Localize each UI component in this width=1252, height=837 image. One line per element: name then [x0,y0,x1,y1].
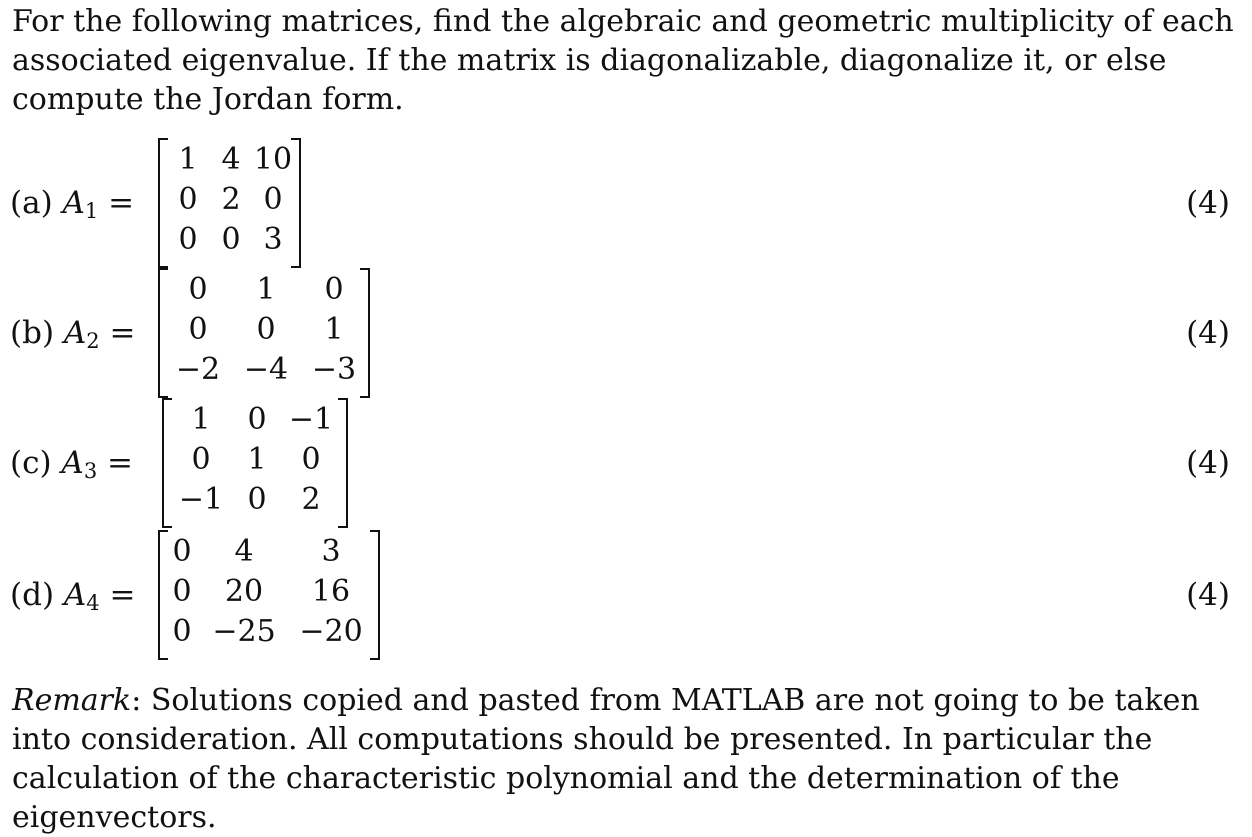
points-value: (4) [1186,577,1230,613]
problem-c-label [10,445,133,481]
matrix-cell: 2 [301,482,321,517]
matrix-subscript: 1 [84,199,99,223]
matrix-cell: 0 [247,402,267,437]
matrix-cell: −2 [175,352,221,387]
equals-sign: = [108,185,135,221]
matrix-cell: 0 [301,442,321,477]
matrix-cell: −1 [288,402,334,437]
matrix-symbol: A [63,577,87,613]
matrix-cell: 0 [178,182,198,217]
matrix-subscript: 3 [83,459,98,483]
matrix-cell: 0 [178,222,198,257]
matrix-cell: 3 [321,534,341,569]
instructions-paragraph: For the following matrices, find the algebraic and geometric multiplicity of each associated eigenvalue. If the matrix is diagonalizable, diagonalize it, or else compute the Jordan form. [12,4,1234,117]
matrix-cell: 2 [221,182,241,217]
matrix-cell: −4 [243,352,289,387]
equals-sign: = [109,577,136,613]
matrix-cell: 1 [191,402,211,437]
matrix-cell: 0 [172,574,192,609]
points-value: (4) [1186,315,1230,351]
equals-sign: = [109,315,136,351]
matrix-a1 [158,138,301,268]
matrix-cell: 1 [178,142,198,177]
matrix-cell: 0 [247,482,267,517]
remark-text: Solutions copied and pasted from MATLAB are not going to be taken into consideration. All computations should be presented. In particular the calculation of the characteristic polynomial and the determination of the eigenvectors. [12,683,1200,835]
matrix-cell: −1 [178,482,224,517]
remark-label: Remark [12,683,132,718]
points-value: (4) [1186,185,1230,221]
part-label: (a) [10,185,53,221]
matrix-cell: 0 [256,312,276,347]
matrix-cell: 1 [256,272,276,307]
matrix-cell: 0 [221,222,241,257]
matrix-cell: 0 [188,272,208,307]
matrix-a2 [158,268,370,398]
remark-paragraph [12,681,1237,837]
matrix-symbol: A [62,185,85,221]
matrix-cell: 1 [324,312,344,347]
matrix-cell: 4 [234,534,254,569]
problem-d [10,530,1242,660]
matrix-cell: 0 [188,312,208,347]
matrix-cell: 16 [311,574,351,609]
problem-a-label [10,185,134,221]
matrix-cell: 4 [221,142,241,177]
problem-b [10,268,1242,398]
problem-b-label [10,315,136,351]
matrix-subscript: 4 [86,591,100,615]
matrix-cell: 0 [172,534,192,569]
matrix-a3 [162,398,348,528]
matrix-cell: 1 [247,442,267,477]
part-label: (b) [10,315,55,351]
matrix-cell: −25 [212,614,276,649]
points-value: (4) [1186,445,1230,481]
matrix-cell: −3 [311,352,357,387]
remark-colon: : [131,683,142,718]
matrix-cell: 0 [172,614,192,649]
left-bracket [162,398,172,528]
matrix-subscript: 2 [86,329,100,353]
part-label: (c) [10,445,52,481]
part-label: (d) [10,577,55,613]
equals-sign: = [107,445,134,481]
matrix-cell: 20 [224,574,264,609]
matrix-symbol: A [61,445,84,481]
matrix-cell: 0 [191,442,211,477]
problem-a [10,138,1242,268]
matrix-a4 [158,530,380,660]
matrix-symbol: A [63,315,87,351]
left-bracket [158,138,168,268]
matrix-cell: 10 [253,142,293,177]
problem-d-label [10,577,136,613]
matrix-cell: 0 [263,182,283,217]
problem-c [10,398,1242,528]
left-bracket [158,268,168,398]
matrix-cell: 3 [263,222,283,257]
matrix-cell: 0 [324,272,344,307]
matrix-cell: −20 [299,614,363,649]
